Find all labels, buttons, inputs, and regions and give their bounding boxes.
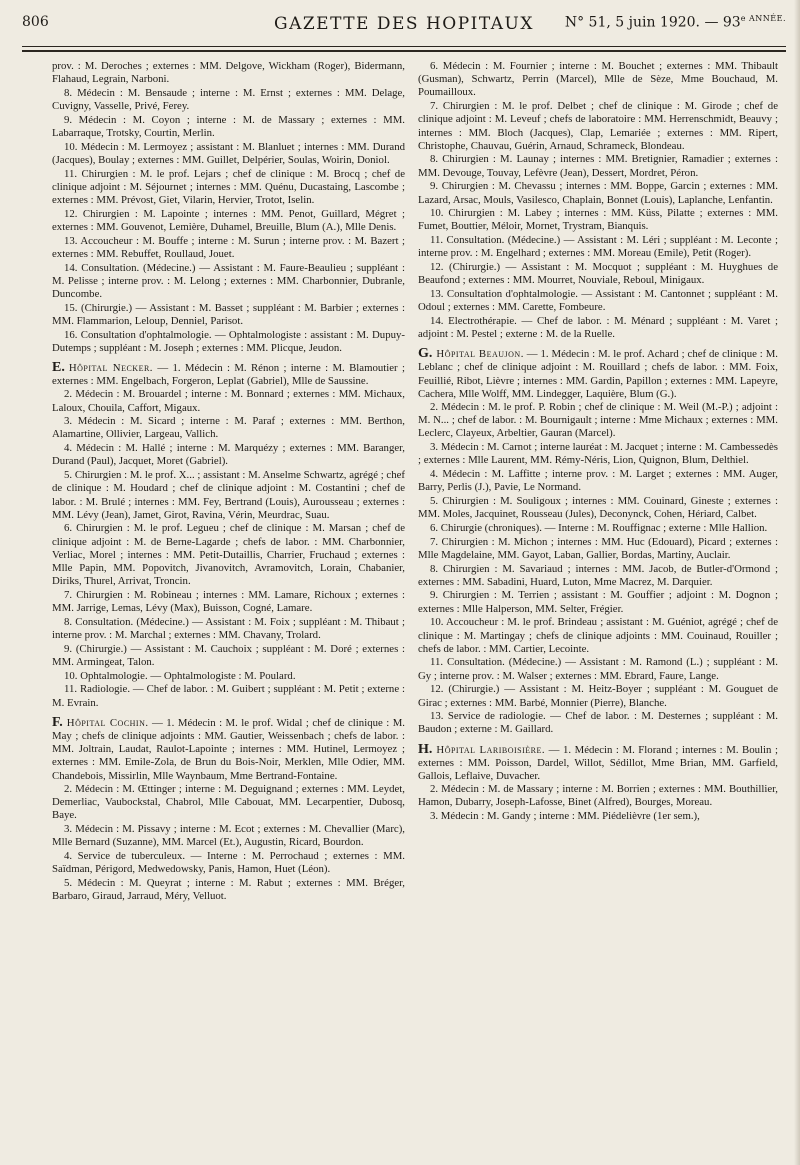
page-number: 806 — [22, 14, 49, 30]
page-header — [22, 6, 786, 52]
entry-paragraph: 8. Médecin : M. Bensaude ; interne : M. Ernst ; externes : MM. Delage, Cuvigny, Vasselle, Privé, Ferey. — [52, 86, 405, 113]
entry-paragraph: 13. Consultation d'ophtalmologie. — Assistant : M. Cantonnet ; suppléant : M. Odoul ; externes : MM. Carette, Fombeure. — [418, 287, 778, 314]
entry-paragraph: 7. Chirurgien : M. Robineau ; internes : MM. Lamare, Richoux ; externes : MM. Jarrige, Lemas, Lévy (Max), Buisson, Cogné, Lamare. — [52, 588, 405, 615]
paras-f — [52, 783, 405, 903]
entry-paragraph: 12. Chirurgien : M. Lapointe ; internes : MM. Penot, Guillard, Mégret ; externes : MM. Gouvenot, Lemière, Duhamel, Breuille, Blum (A.), Mlle Denis. — [52, 207, 405, 233]
section-text: — 1. Médecin : M. Florand ; internes : M. Boulin ; externes : MM. Poisson, Dardel, Willot, Sédillot, Mme Brian, MM. Garfield, Gallois, Leflaive, Duvacher. — [418, 743, 778, 783]
entry-paragraph: 7. Chirurgien : M. Michon ; internes : MM. Huc (Edouard), Picard ; externes : Mlle Magdelaine, MM. Gayot, Laban, Gallier, Bordas, Martiny, Auclair. — [418, 535, 778, 561]
entry-paragraph: 9. Chirurgien : M. Terrien ; assistant : M. Gouffier ; adjoint : M. Dognon ; externes : Mlle Halperson, MM. Selter, Frégier. — [418, 589, 778, 615]
entry-paragraph: 2. Médecin : M. Brouardel ; interne : M. Bonnard ; externes : MM. Michaux, Laloux, Chouila, Caffort, Migaux. — [52, 388, 405, 414]
section-letter: G. — [418, 346, 433, 362]
entry-paragraph: 13. Service de radiologie. — Chef de labor. : M. Desternes ; suppléant : M. Baudon ; externe : M. Gaillard. — [418, 710, 778, 736]
entry-paragraph: 6. Chirurgien : M. le prof. Legueu ; chef de clinique : M. Marsan ; chef de clinique adjoint : M. de Berne-Lagarde ; chefs de labor. : MM. Charbonnier, Verliac, Morel ; internes : MM. Petit-Dutaillis, Charrier, Fruchaud ; externes : Mlle Papin, MM. Popovitch, Jivanovitch, Avramovitch, Lorain, Chabanier, Diriks, Thurel, Arrivat, Troncin. — [52, 522, 405, 588]
paras-e — [52, 388, 405, 709]
left-column — [52, 60, 405, 1157]
entry-paragraph: 7. Chirurgien : M. le prof. Delbet ; chef de clinique : M. Girode ; chef de clinique adjoint : M. Leveuf ; chefs de laboratoire : MM. Herrenschmidt, Beauvy ; internes : MM. Bloch (Jacques), Clap, Lemariée ; externes : MM. Ripert, Christophe, Chauvau, Guérin, Arnaud, Schrameck, Blondeau. — [418, 100, 778, 152]
entry-paragraph: 11. Chirurgien : M. le prof. Lejars ; chef de clinique : M. Brocq ; chef de clinique adjoint : M. Séjournet ; internes : MM. Quénu, Ducastaing, Lascombe ; externes : MM. Prévost, Giet, Vilarin, Hervier, Trotot, Iselin. — [52, 167, 405, 207]
entry-paragraph: 5. Médecin : M. Queyrat ; interne : M. Rabut ; externes : MM. Bréger, Barbaro, Giraud, Jarraud, Méry, Velluot. — [52, 876, 405, 902]
hospital-name: Hôpital Beaujon. — [436, 348, 524, 361]
entry-paragraph: 10. Ophtalmologie. — Ophtalmologiste : M. Poulard. — [64, 669, 296, 682]
section-heading-e — [52, 361, 405, 388]
section-text: — 1. Médecin : M. Rénon ; interne : M. Blamoutier ; externes : MM. Engelbach, Forgeron, Leplat (Gabriel), Mlle de Saussine. — [52, 361, 405, 388]
entry-paragraph: 4. Médecin : M. Hallé ; interne : M. Marquézy ; externes : MM. Baranger, Durand (Paul), Jacquet, Moret (Gabriel). — [52, 442, 405, 468]
entry-paragraph: 5. Chirurgien : M. le prof. X... ; assistant : M. Anselme Schwartz, agrégé ; chef de clinique : M. Houdard ; chef de clinique adjoint : M. Costantini ; chef de labor. : M. Brulé ; internes : MM. Fey, Bertrand (Louis), Aurousseau ; externes : MM. Lévy (Jean), Jamet, Girot, Ravina, Vérin, Meurdrac, Suau. — [52, 469, 405, 521]
hospital-name: Hôpital Lariboisière. — [436, 743, 546, 756]
entry-paragraph: 10. Accoucheur : M. le prof. Brindeau ; assistant : M. Guéniot, agrégé ; chef de clinique : M. Martingay ; chefs de clinique adjoints : MM. Couinaud, Rouiller ; chefs de labor. : MM. Cartier, Lecointe. — [418, 616, 778, 655]
issue-year: e ANNÉE. — [740, 14, 786, 23]
entry-paragraph: 9. Médecin : M. Coyon ; interne : M. de Massary ; externes : MM. Labarraque, Trotsky, Courtin, Merlin. — [52, 113, 405, 140]
entry-paragraph: 9. Chirurgien : M. Chevassu ; internes : MM. Boppe, Garcin ; externes : MM. Lazard, Arsac, Mouls, Vasilesco, Chaplain, Bonnet (Louis), Laplanche, Lenfantin. — [418, 180, 778, 206]
entry-paragraph: 2. Médecin : M. Œttinger ; interne : M. Deguignand ; externes : MM. Leydet, Demerliac, Vaubockstal, Chabrol, Mlle Cabouat, MM. Lecarpentier, Dubosq, Baye. — [52, 782, 405, 822]
entry-paragraph: 6. Chirurgie (chroniques). — Interne : M. Rouffignac ; externe : Mlle Hallion. — [430, 521, 768, 534]
issue-info — [565, 14, 786, 31]
paras-h — [418, 783, 778, 823]
section-letter: E. — [52, 359, 65, 375]
section-heading-h — [418, 743, 778, 784]
entry-paragraph: 8. Chirurgien : M. Launay ; internes : MM. Bretignier, Ramadier ; externes : MM. Devouge, Touvay, Lefèvre (Jean), Dessert, Mordret, Péron. — [418, 153, 778, 179]
hospital-name: Hôpital Necker. — [68, 361, 153, 374]
issue-date: N° 51, 5 juin 1920. — 93 — [564, 14, 741, 31]
entry-paragraph: 3. Médecin : M. Carnot ; interne lauréat : M. Jacquet ; interne : M. Cambessedès ; externes : Mlle Laurent, MM. Rémy-Néris, Lion, Quignon, Blum, Delthiel. — [418, 441, 778, 467]
entry-paragraph: 9. (Chirurgie.) — Assistant : M. Cauchoix ; suppléant : M. Doré ; externes : MM. Armingeat, Talon. — [52, 642, 405, 668]
header-rule — [22, 46, 786, 47]
entry-paragraph: 10. Chirurgien : M. Labey ; internes : MM. Küss, Pilatte ; externes : MM. Fumet, Bouttier, Méloir, Mornet, Trystram, Bianquis. — [418, 207, 778, 233]
entry-paragraph: prov. : M. Deroches ; externes : MM. Delgove, Wickham (Roger), Bidermann, Flahaud, Legrain, Narboni. — [52, 60, 405, 86]
section-text: — 1. Médecin : M. le prof. Widal ; chef de clinique : M. May ; chefs de clinique adjoints : MM. Gautier, Weissenbach ; chefs de labor. : MM. Joltrain, Laudat, Raulot-Lapointe ; internes : MM. Hutinel, Lermoyez ; externes : MM. Emile-Zola, de Brun du Bois-Noir, Merklen, Mlle Odier, MM. Chandebois, Missirlin, Mlle Waynbaum, Mme Bertrand-Fontaine. — [52, 716, 405, 782]
entry-paragraph: 3. Médecin : M. Gandy ; interne : MM. Piédelièvre (1er sem.), — [430, 810, 700, 823]
entry-paragraph: 2. Médecin : M. de Massary ; interne : M. Borrien ; externes : MM. Bouthillier, Hamon, Dubarry, Joseph-Lafosse, Binet (Alfred), Bourges, Moreau. — [418, 783, 778, 809]
entry-paragraph: 12. (Chirurgie.) — Assistant : M. Heitz-Boyer ; suppléant : M. Gouguet de Girac ; externes : MM. Barbé, Monnier (Pierre), Blanche. — [418, 683, 778, 709]
entry-paragraph: 3. Médecin : M. Sicard ; interne : M. Paraf ; externes : MM. Berthon, Alamartine, Ollivier, Largeau, Vallich. — [52, 415, 405, 441]
entry-paragraph: 11. Consultation. (Médecine.) — Assistant : M. Ramond (L.) ; suppléant : M. Gy ; interne prov. : M. Walser ; externes : MM. Ebrard, Faure, Lange. — [418, 656, 778, 682]
entry-paragraph: 15. (Chirurgie.) — Assistant : M. Basset ; suppléant : M. Barbier ; externes : MM. Flammarion, Leloup, Denniel, Parisot. — [52, 301, 405, 327]
entry-paragraph: 14. Electrothérapie. — Chef de labor. : M. Ménard ; suppléant : M. Varet ; adjoint : M. Pestel ; externe : M. de la Ruelle. — [418, 314, 778, 341]
page-edge-shadow — [794, 0, 800, 1165]
paras-a-right — [418, 60, 778, 341]
entry-paragraph: 2. Médecin : M. le prof. P. Robin ; chef de clinique : M. Weil (M.-P.) ; adjoint : M. N... ; chef de labor. : M. Bournigault ; interne : Mme Michaux ; externes : MM. Leclerc, Clayeux, Arbeltier, Gauran (Marcel). — [418, 401, 778, 440]
section-heading-g — [418, 347, 778, 401]
section-letter: H. — [418, 741, 433, 757]
hospital-name: Hôpital Cochin. — [66, 716, 149, 729]
entry-paragraph: 3. Médecin : M. Pissavy ; interne : M. Ecot ; externes : M. Chevallier (Marc), Mlle Bernard (Suzanne), MM. Marcel (Et.), Augustin, Ricard, Bourdon. — [52, 822, 405, 849]
entry-paragraph: 12. (Chirurgie.) — Assistant : M. Mocquot ; suppléant : M. Huyghues de Beaufond ; externes : MM. Mourret, Nouviale, Reboul, Minigaux. — [418, 261, 778, 287]
entry-paragraph: 14. Consultation. (Médecine.) — Assistant : M. Faure-Beaulieu ; suppléant : M. Pelisse ; interne prov. : M. Lelong ; externes : MM. Charbonnier, Dubranle, Duncombe. — [52, 261, 405, 300]
entry-paragraph: 4. Médecin : M. Laffitte ; interne prov. : M. Larget ; externes : MM. Auger, Barry, Perlis (J.), Pavie, Le Normand. — [418, 468, 778, 494]
entry-paragraph: 13. Accoucheur : M. Bouffe ; interne : M. Surun ; interne prov. : M. Bazert ; externes : MM. Rebuffet, Roullaud, Jouet. — [52, 234, 405, 260]
right-column — [418, 60, 778, 1157]
section-letter: F. — [52, 714, 63, 730]
entry-paragraph: 5. Chirurgien : M. Souligoux ; internes : MM. Couinard, Gineste ; externes : MM. Moles, Jacquinet, Rousseau (Jules), Deconynck, Cohen, Hériard, Calbet. — [418, 495, 778, 521]
section-heading-f — [52, 716, 405, 783]
entry-paragraph: 8. Consultation. (Médecine.) — Assistant : M. Foix ; suppléant : M. Thibaut ; interne prov. : M. Marchal ; externes : MM. Chavany, Trolard. — [52, 615, 405, 642]
entry-paragraph: 16. Consultation d'ophtalmologie. — Ophtalmologiste : assistant : M. Dupuy-Dutemps ; suppléant : M. Joseph ; externes : MM. Plicque, Jeudon. — [52, 328, 405, 354]
entry-paragraph: 8. Chirurgien : M. Savariaud ; internes : MM. Jacob, de Butler-d'Ormond ; externes : MM. Sabadini, Huard, Luton, Mme Macrez, M. Darquier. — [418, 562, 778, 588]
entry-paragraph: 10. Médecin : M. Lermoyez ; assistant : M. Blanluet ; internes : MM. Durand (Jacques), Boulay ; externes : MM. Guillet, Delpérier, Soulas, Woirin, Doniol. — [52, 140, 405, 166]
journal-title: GAZETTE DES HOPITAUX — [273, 14, 534, 34]
entry-paragraph: 4. Service de tuberculeux. — Interne : M. Perrochaud ; externes : MM. Saïdman, Périgord, Medwedowsky, Panis, Hamon, Huet (Léon). — [52, 849, 405, 875]
paras-a-left — [52, 60, 405, 355]
entry-paragraph: 6. Médecin : M. Fournier ; interne : M. Bouchet ; externes : MM. Thibault (Gusman), Schwartz, Perrin (Marcel), Mlle de Sèze, Mme Bouchaud, M. Poumailloux. — [418, 60, 778, 99]
entry-paragraph: 11. Consultation. (Médecine.) — Assistant : M. Léri ; suppléant : M. Leconte ; interne prov. : M. Engelhard ; externes : MM. Moreau (Emile), Petit (Roger). — [418, 234, 778, 260]
section-text: — 1. Médecin : M. le prof. Achard ; chef de clinique : M. Leblanc ; chef de clinique adjoint : M. Rouillard ; chefs de labor. : MM. Foix, Feuillié, Ribot, Lièvre ; internes : MM. Gardin, Papillon ; externes : MM. Lapeyre, Cachera, Mlle Wolff, MM. Lindegger, Laquière, Blum (G.). — [418, 348, 778, 400]
entry-paragraph: 11. Radiologie. — Chef de labor. : M. Guibert ; suppléant : M. Petit ; externe : M. Evrain. — [52, 683, 405, 709]
paras-g — [418, 401, 778, 737]
